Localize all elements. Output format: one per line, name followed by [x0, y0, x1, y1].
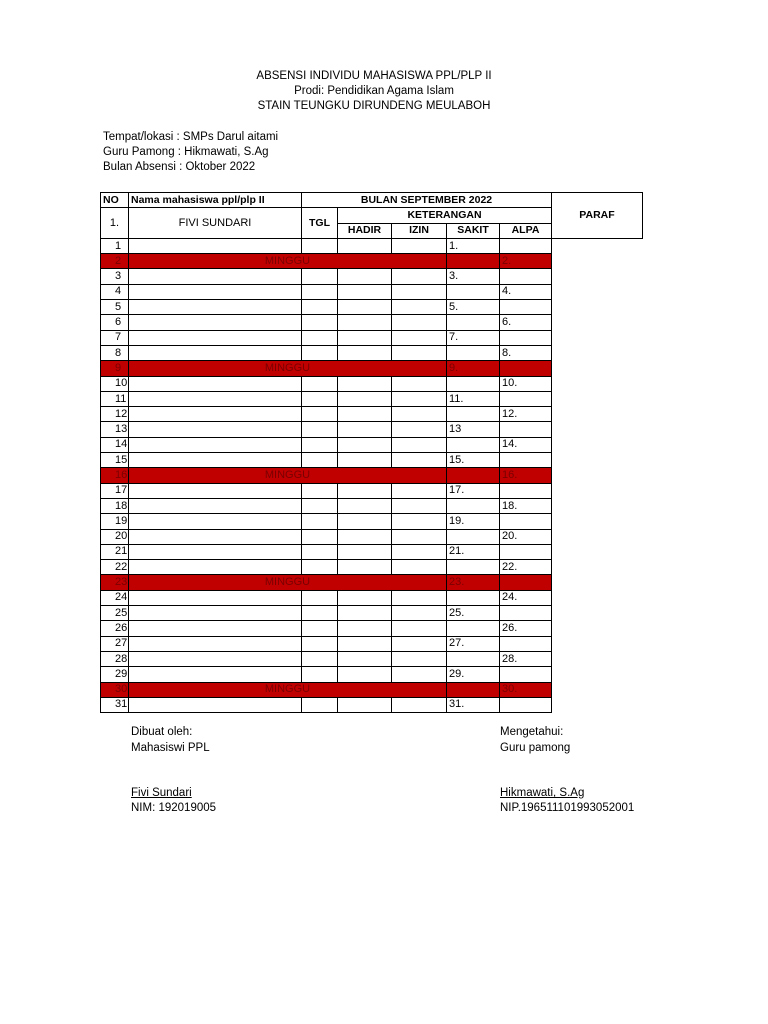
date-cell: 22 — [101, 560, 129, 575]
alpa-cell — [392, 498, 447, 513]
hadir-cell — [129, 300, 302, 315]
date-cell: 16 — [101, 468, 129, 483]
table-row — [101, 529, 643, 544]
izin-cell — [302, 590, 338, 605]
paraf-cell-1: 13 — [447, 422, 500, 437]
table-row — [101, 498, 643, 513]
paraf-cell-2: 28. — [500, 651, 552, 666]
date-cell: 3 — [101, 269, 129, 284]
table-row — [101, 376, 643, 391]
hadir-cell — [129, 514, 302, 529]
izin-cell — [302, 376, 338, 391]
sakit-cell — [338, 651, 392, 666]
paraf-cell-1: 29. — [447, 667, 500, 682]
paraf-cell-1 — [447, 284, 500, 299]
sakit-cell — [338, 376, 392, 391]
hadir-cell — [129, 529, 302, 544]
izin-cell — [302, 621, 338, 636]
date-cell: 1 — [101, 238, 129, 253]
sakit-cell — [338, 590, 392, 605]
alpa-cell — [392, 544, 447, 559]
table-row — [101, 300, 643, 315]
paraf-cell-1: 17. — [447, 483, 500, 498]
hadir-cell — [129, 315, 302, 330]
hadir-cell — [129, 667, 302, 682]
paraf-cell-1: 21. — [447, 544, 500, 559]
alpa-cell — [392, 697, 447, 712]
table-row — [101, 437, 643, 452]
hadir-cell — [129, 697, 302, 712]
paraf-cell-1: 7. — [447, 330, 500, 345]
date-cell: 28 — [101, 651, 129, 666]
paraf-cell-1: 23. — [447, 575, 500, 590]
paraf-cell-2: 18. — [500, 498, 552, 513]
date-cell: 5 — [101, 300, 129, 315]
sakit-cell — [338, 697, 392, 712]
sakit-cell — [338, 330, 392, 345]
hadir-cell — [129, 284, 302, 299]
paraf-cell-1: 9. — [447, 361, 500, 376]
hadir-cell — [129, 376, 302, 391]
date-cell: 13 — [101, 422, 129, 437]
izin-cell — [302, 697, 338, 712]
alpa-cell — [392, 238, 447, 253]
hadir-cell — [129, 238, 302, 253]
izin-cell — [302, 422, 338, 437]
alpa-cell — [392, 391, 447, 406]
alpa-cell — [392, 407, 447, 422]
header-hadir: HADIR — [338, 223, 392, 238]
header-paraf: PARAF — [552, 193, 643, 239]
izin-cell — [302, 284, 338, 299]
table-row — [101, 697, 643, 712]
date-cell: 26 — [101, 621, 129, 636]
alpa-cell — [392, 437, 447, 452]
izin-cell — [302, 498, 338, 513]
paraf-cell-1 — [447, 651, 500, 666]
alpa-cell — [392, 483, 447, 498]
alpa-cell — [392, 667, 447, 682]
izin-cell — [302, 667, 338, 682]
mentor-role: Guru pamong — [500, 742, 571, 754]
paraf-cell-1: 19. — [447, 514, 500, 529]
date-cell: 15 — [101, 453, 129, 468]
paraf-cell-1: 27. — [447, 636, 500, 651]
hadir-cell — [129, 330, 302, 345]
paraf-cell-2 — [500, 697, 552, 712]
student-role: Mahasiswi PPL — [131, 742, 210, 754]
hadir-cell — [129, 437, 302, 452]
sakit-cell — [338, 483, 392, 498]
sakit-cell — [338, 422, 392, 437]
paraf-cell-2 — [500, 667, 552, 682]
paraf-cell-1: 3. — [447, 269, 500, 284]
header-alpa: ALPA — [500, 223, 552, 238]
paraf-cell-2: 22. — [500, 560, 552, 575]
alpa-cell — [392, 300, 447, 315]
paraf-cell-1 — [447, 407, 500, 422]
paraf-cell-2 — [500, 575, 552, 590]
paraf-cell-1: 15. — [447, 453, 500, 468]
paraf-cell-1 — [447, 529, 500, 544]
sakit-cell — [338, 667, 392, 682]
attendance-table — [100, 192, 643, 713]
date-cell: 19 — [101, 514, 129, 529]
izin-cell — [302, 544, 338, 559]
table-row — [101, 238, 643, 253]
table-row — [101, 345, 643, 360]
alpa-cell — [392, 284, 447, 299]
table-row — [101, 621, 643, 636]
hadir-cell — [129, 621, 302, 636]
paraf-cell-2: 4. — [500, 284, 552, 299]
table-row — [101, 590, 643, 605]
alpa-cell — [392, 422, 447, 437]
izin-cell — [302, 269, 338, 284]
sunday-label: MINGGU — [129, 468, 447, 483]
alpa-cell — [392, 453, 447, 468]
paraf-cell-2: 8. — [500, 345, 552, 360]
hadir-cell — [129, 407, 302, 422]
paraf-cell-1: 11. — [447, 391, 500, 406]
sakit-cell — [338, 391, 392, 406]
date-cell: 12 — [101, 407, 129, 422]
paraf-cell-2 — [500, 330, 552, 345]
header-izin: IZIN — [392, 223, 447, 238]
alpa-cell — [392, 590, 447, 605]
date-cell: 20 — [101, 529, 129, 544]
hadir-cell — [129, 606, 302, 621]
info-location: Tempat/lokasi : SMPs Darul aitami — [103, 131, 279, 143]
hadir-cell — [129, 345, 302, 360]
hadir-cell — [129, 453, 302, 468]
table-row — [101, 284, 643, 299]
izin-cell — [302, 651, 338, 666]
sakit-cell — [338, 498, 392, 513]
header-keterangan: KETERANGAN — [338, 208, 552, 223]
hadir-cell — [129, 391, 302, 406]
sakit-cell — [338, 269, 392, 284]
hadir-cell — [129, 483, 302, 498]
paraf-cell-2: 26. — [500, 621, 552, 636]
izin-cell — [302, 636, 338, 651]
date-cell: 27 — [101, 636, 129, 651]
hadir-cell — [129, 590, 302, 605]
paraf-cell-1: 1. — [447, 238, 500, 253]
paraf-cell-2: 10. — [500, 376, 552, 391]
izin-cell — [302, 453, 338, 468]
sakit-cell — [338, 284, 392, 299]
paraf-cell-2 — [500, 238, 552, 253]
izin-cell — [302, 391, 338, 406]
sunday-row — [101, 468, 643, 483]
sakit-cell — [338, 345, 392, 360]
hadir-cell — [129, 269, 302, 284]
paraf-cell-2 — [500, 544, 552, 559]
sakit-cell — [338, 315, 392, 330]
sakit-cell — [338, 514, 392, 529]
paraf-cell-2: 14. — [500, 437, 552, 452]
hadir-cell — [129, 498, 302, 513]
date-cell: 24 — [101, 590, 129, 605]
paraf-cell-1 — [447, 437, 500, 452]
sunday-row — [101, 575, 643, 590]
student-nim: NIM: 192019005 — [131, 802, 217, 814]
table-row — [101, 514, 643, 529]
paraf-cell-2: 16. — [500, 468, 552, 483]
hadir-cell — [129, 544, 302, 559]
izin-cell — [302, 300, 338, 315]
sakit-cell — [338, 636, 392, 651]
paraf-cell-1: 25. — [447, 606, 500, 621]
izin-cell — [302, 330, 338, 345]
alpa-cell — [392, 269, 447, 284]
sunday-row — [101, 254, 643, 269]
paraf-cell-2: 20. — [500, 529, 552, 544]
sakit-cell — [338, 621, 392, 636]
sakit-cell — [338, 529, 392, 544]
sakit-cell — [338, 453, 392, 468]
sunday-row — [101, 361, 643, 376]
alpa-cell — [392, 606, 447, 621]
sunday-label: MINGGU — [129, 682, 447, 697]
info-month: Bulan Absensi : Oktober 2022 — [103, 161, 256, 173]
date-cell: 23 — [101, 575, 129, 590]
date-cell: 31 — [101, 697, 129, 712]
sakit-cell — [338, 407, 392, 422]
paraf-cell-2: 12. — [500, 407, 552, 422]
acknowledged-label: Mengetahui: — [500, 726, 564, 738]
paraf-cell-1 — [447, 560, 500, 575]
table-row — [101, 422, 643, 437]
hadir-cell — [129, 636, 302, 651]
alpa-cell — [392, 651, 447, 666]
header-sakit: SAKIT — [447, 223, 500, 238]
table-row — [101, 606, 643, 621]
izin-cell — [302, 238, 338, 253]
sunday-label: MINGGU — [129, 575, 447, 590]
date-cell: 10 — [101, 376, 129, 391]
sunday-label: MINGGU — [129, 254, 447, 269]
paraf-cell-1 — [447, 682, 500, 697]
date-cell: 18 — [101, 498, 129, 513]
paraf-cell-2 — [500, 391, 552, 406]
sakit-cell — [338, 300, 392, 315]
date-cell: 6 — [101, 315, 129, 330]
student-name: FIVI SUNDARI — [129, 208, 302, 239]
paraf-cell-2 — [500, 453, 552, 468]
table-row — [101, 667, 643, 682]
sunday-label: MINGGU — [129, 361, 447, 376]
paraf-cell-1: 31. — [447, 697, 500, 712]
paraf-cell-2: 2. — [500, 254, 552, 269]
made-by-label: Dibuat oleh: — [131, 726, 193, 738]
paraf-cell-2 — [500, 483, 552, 498]
alpa-cell — [392, 330, 447, 345]
alpa-cell — [392, 621, 447, 636]
alpa-cell — [392, 315, 447, 330]
doc-title: ABSENSI INDIVIDU MAHASISWA PPL/PLP II — [256, 70, 492, 82]
student-signature-name: Fivi Sundari — [131, 787, 192, 799]
izin-cell — [302, 483, 338, 498]
paraf-cell-1 — [447, 498, 500, 513]
izin-cell — [302, 407, 338, 422]
doc-subtitle: Prodi: Pendidikan Agama Islam — [294, 85, 454, 97]
alpa-cell — [392, 560, 447, 575]
paraf-cell-1 — [447, 376, 500, 391]
header-name: Nama mahasiswa ppl/plp II — [129, 193, 302, 208]
paraf-cell-2 — [500, 636, 552, 651]
sakit-cell — [338, 544, 392, 559]
hadir-cell — [129, 560, 302, 575]
date-cell: 25 — [101, 606, 129, 621]
sakit-cell — [338, 238, 392, 253]
paraf-cell-1 — [447, 345, 500, 360]
student-no: 1. — [101, 208, 129, 239]
doc-institution: STAIN TEUNGKU DIRUNDENG MEULABOH — [257, 100, 491, 112]
paraf-cell-1 — [447, 590, 500, 605]
table-row — [101, 391, 643, 406]
table-row — [101, 544, 643, 559]
header-tgl: TGL — [302, 208, 338, 239]
date-cell: 21 — [101, 544, 129, 559]
izin-cell — [302, 514, 338, 529]
header-month: BULAN SEPTEMBER 2022 — [302, 193, 552, 208]
paraf-cell-2: 6. — [500, 315, 552, 330]
alpa-cell — [392, 345, 447, 360]
date-cell: 29 — [101, 667, 129, 682]
date-cell: 4 — [101, 284, 129, 299]
sakit-cell — [338, 606, 392, 621]
info-mentor: Guru Pamong : Hikmawati, S.Ag — [103, 146, 269, 158]
paraf-cell-2: 24. — [500, 590, 552, 605]
izin-cell — [302, 345, 338, 360]
paraf-cell-2: 30. — [500, 682, 552, 697]
mentor-signature-name: Hikmawati, S.Ag — [500, 787, 585, 799]
paraf-cell-2 — [500, 269, 552, 284]
table-row — [101, 483, 643, 498]
izin-cell — [302, 315, 338, 330]
paraf-cell-2 — [500, 361, 552, 376]
paraf-cell-2 — [500, 422, 552, 437]
table-row — [101, 315, 643, 330]
izin-cell — [302, 529, 338, 544]
alpa-cell — [392, 529, 447, 544]
sakit-cell — [338, 437, 392, 452]
table-row — [101, 636, 643, 651]
paraf-cell-2 — [500, 514, 552, 529]
table-row — [101, 269, 643, 284]
date-cell: 30 — [101, 682, 129, 697]
paraf-cell-1 — [447, 468, 500, 483]
izin-cell — [302, 606, 338, 621]
alpa-cell — [392, 376, 447, 391]
sakit-cell — [338, 560, 392, 575]
table-row — [101, 560, 643, 575]
table-row — [101, 453, 643, 468]
table-row — [101, 330, 643, 345]
table-row — [101, 651, 643, 666]
alpa-cell — [392, 514, 447, 529]
hadir-cell — [129, 651, 302, 666]
hadir-cell — [129, 422, 302, 437]
paraf-cell-1 — [447, 315, 500, 330]
date-cell: 8 — [101, 345, 129, 360]
date-cell: 7 — [101, 330, 129, 345]
table-row — [101, 407, 643, 422]
date-cell: 17 — [101, 483, 129, 498]
izin-cell — [302, 560, 338, 575]
paraf-cell-2 — [500, 300, 552, 315]
date-cell: 14 — [101, 437, 129, 452]
paraf-cell-2 — [500, 606, 552, 621]
izin-cell — [302, 437, 338, 452]
date-cell: 2 — [101, 254, 129, 269]
paraf-cell-1 — [447, 254, 500, 269]
date-cell: 9 — [101, 361, 129, 376]
paraf-cell-1 — [447, 621, 500, 636]
sunday-row — [101, 682, 643, 697]
alpa-cell — [392, 636, 447, 651]
date-cell: 11 — [101, 391, 129, 406]
mentor-nip: NIP.196511101993052001 — [500, 802, 635, 814]
paraf-cell-1: 5. — [447, 300, 500, 315]
header-no: NO — [101, 193, 129, 208]
